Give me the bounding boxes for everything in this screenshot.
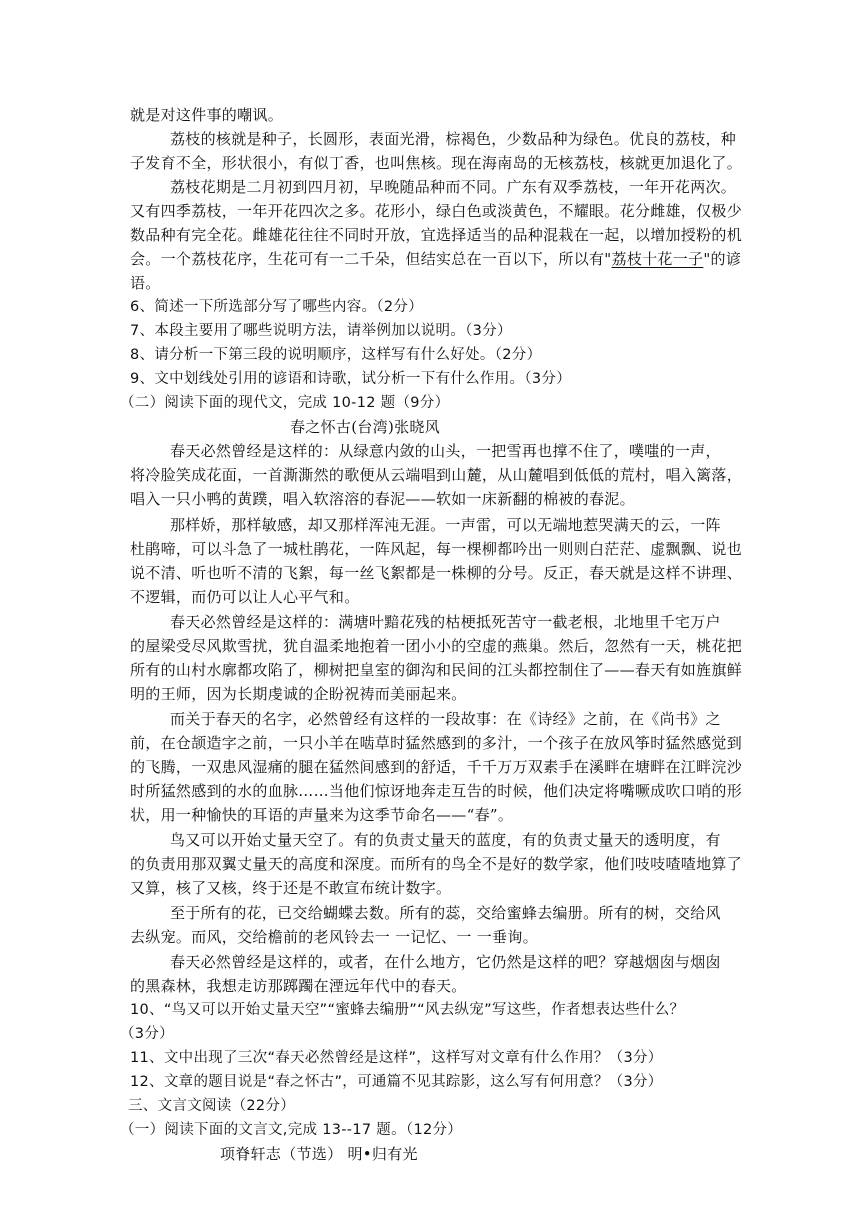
text-line: 去纵宠。而风，交给檐前的老风铃去一 一记忆、一 一垂询。: [130, 928, 538, 946]
text-line: 不逻辑，而仍可以让人心平气和。: [130, 588, 360, 606]
text-line: 而关于春天的名字，必然曾经有这样的一段故事：在《诗经》之前，在《尚书》之: [170, 710, 721, 728]
text-line: 的黑森林，我想走访那踯躅在湮远年代中的春天。: [130, 977, 467, 995]
text-line: 春天必然曾经是这样的：满塘叶黯花残的枯梗抵死苦守一截老根，北地里千宅万户: [170, 613, 721, 631]
text-line: 语。: [130, 274, 161, 292]
question-10: 10、“鸟又可以开始丈量天空”“蜜蜂去编册”“风去纵宠”写这些，作者想表达些什么？: [130, 1002, 685, 1018]
question-6: 6、简述一下所选部分写了哪些内容。（2分）: [130, 299, 423, 315]
text-line: 的屋梁受尽风欺雪扰，犹自温柔地抱着一团小小的空虚的燕巢。然后，忽然有一天，桃花把: [130, 637, 743, 655]
text-line: 的飞腾，一双患风湿痛的腿在猛然间感到的舒适，千千万万双素手在溪畔在塘畔在江畔浣沙: [130, 758, 743, 776]
text-line: 又算，核了又核，终于还是不敢宣布统计数字。: [130, 879, 452, 897]
text-line: 春天必然曾经是这样的，或者，在什么地方，它仍然是这样的吧？穿越烟囱与烟囱: [170, 953, 721, 971]
article-title: 春之怀古(台湾)张晓风: [290, 418, 441, 436]
question-8: 8、请分析一下第三段的说明顺序，这样写有什么好处。（2分）: [130, 347, 542, 363]
text-line: 将冷脸笑成花面，一首澌澌然的歌便从云端唱到山麓，从山麓唱到低低的荒村，唱入篱落，: [130, 466, 743, 484]
text-line: 的负责用那双翼丈量天的高度和深度。而所有的鸟全不是好的数学家，他们吱吱喳喳地算了: [130, 855, 743, 873]
question-11: 11、文中出现了三次“春天必然曾经是这样”，这样写对文章有什么作用？（3分）: [130, 1050, 663, 1066]
text-line: 说不清、听也听不清的飞絮，每一丝飞絮都是一株柳的分号。反正，春天就是这样不讲理、: [130, 564, 743, 582]
text-line: 前，在仓颉造字之前，一只小羊在啮草时猛然感到的多汁，一个孩子在放风筝时猛然感觉到: [130, 734, 743, 752]
text-line: 状，用一种愉快的耳语的声量来为这季节命名——“春”。: [130, 806, 514, 824]
underlined-proverb: 荔枝十花一子: [611, 250, 704, 268]
text-line: 荔枝的核就是种子，长圆形，表面光滑，棕褐色，少数品种为绿色。优良的荔枝，种: [170, 130, 737, 148]
text-span: 会。一个荔枝花序，生花可有一二千朵，但结实总在一百以下，所以有": [130, 250, 612, 268]
text-line: 时所猛然感到的水的血脉……当他们惊讶地奔走互告的时候，他们决定将嘴噘成吹口哨的形: [130, 782, 743, 800]
text-line: 至于所有的花，已交给蝴蝶去数。所有的蕊，交给蜜蜂去编册。所有的树，交给风: [170, 904, 721, 922]
text-line: 就是对这件事的嘲讽。: [130, 106, 284, 124]
text-line: 荔枝花期是二月初到四月初，早晚随品种而不同。广东有双季荔枝，一年开花两次。: [170, 178, 737, 196]
section-heading: （二）阅读下面的现代文，完成 10-12 题（9分）: [120, 395, 450, 411]
text-span: "的谚: [703, 250, 742, 268]
text-line: 春天必然曾经是这样的：从绿意内敛的山头，一把雪再也撑不住了，噗嗤的一声，: [170, 442, 721, 460]
sub-section-heading: （一）阅读下面的文言文,完成 13--17 题。（12分）: [120, 1122, 463, 1138]
text-line: 子发育不全，形状很小，有似丁香，也叫焦核。现在海南岛的无核荔枝，核就更加退化了。: [130, 154, 743, 172]
section-heading: 三、文言文阅读（22分）: [128, 1098, 296, 1114]
text-line: [130, 248, 750, 271]
question-9: 9、文中划线处引用的谚语和诗歌，试分析一下有什么作用。（3分）: [130, 371, 571, 387]
text-line: 杜鹃啼，可以斗急了一城杜鹃花，一阵风起，每一棵柳都吟出一则则白茫茫、虚飘飘、说也: [130, 540, 743, 558]
text-line: 数品种有完全花。雌雄花往往不同时开放，宜选择适当的品种混栽在一起，以增加授粉的机: [130, 226, 743, 244]
article-title: 项脊轩志（节选） 明•归有光: [220, 1145, 418, 1163]
question-7: 7、本段主要用了哪些说明方法，请举例加以说明。（3分）: [130, 323, 512, 339]
text-line: 所有的山村水廓都攻陷了，柳树把皇室的御沟和民间的江头都控制住了——春天有如旌旗鲜: [130, 661, 743, 679]
text-line: 那样娇，那样敏感，却又那样浑沌无涯。一声雷，可以无端地惹哭满天的云，一阵: [170, 516, 721, 534]
text-line: 明的王师，因为长期虔诚的企盼祝祷而美丽起来。: [130, 685, 467, 703]
text-line: 又有四季荔枝，一年开花四次之多。花形小，绿白色或淡黄色，不耀眼。花分雌雄，仅极少: [130, 202, 743, 220]
text-line: 鸟又可以开始丈量天空了。有的负责丈量天的蓝度，有的负责丈量天的透明度，有: [170, 831, 721, 849]
question-10-score: （3分）: [120, 1026, 174, 1042]
question-12: 12、文章的题目说是“春之怀古”，可通篇不见其踪影，这么写有何用意？（3分）: [130, 1074, 663, 1090]
text-line: 唱入一只小鸭的黄蹼，唱入软溶溶的春泥——软如一床新翻的棉被的春泥。: [130, 490, 635, 508]
